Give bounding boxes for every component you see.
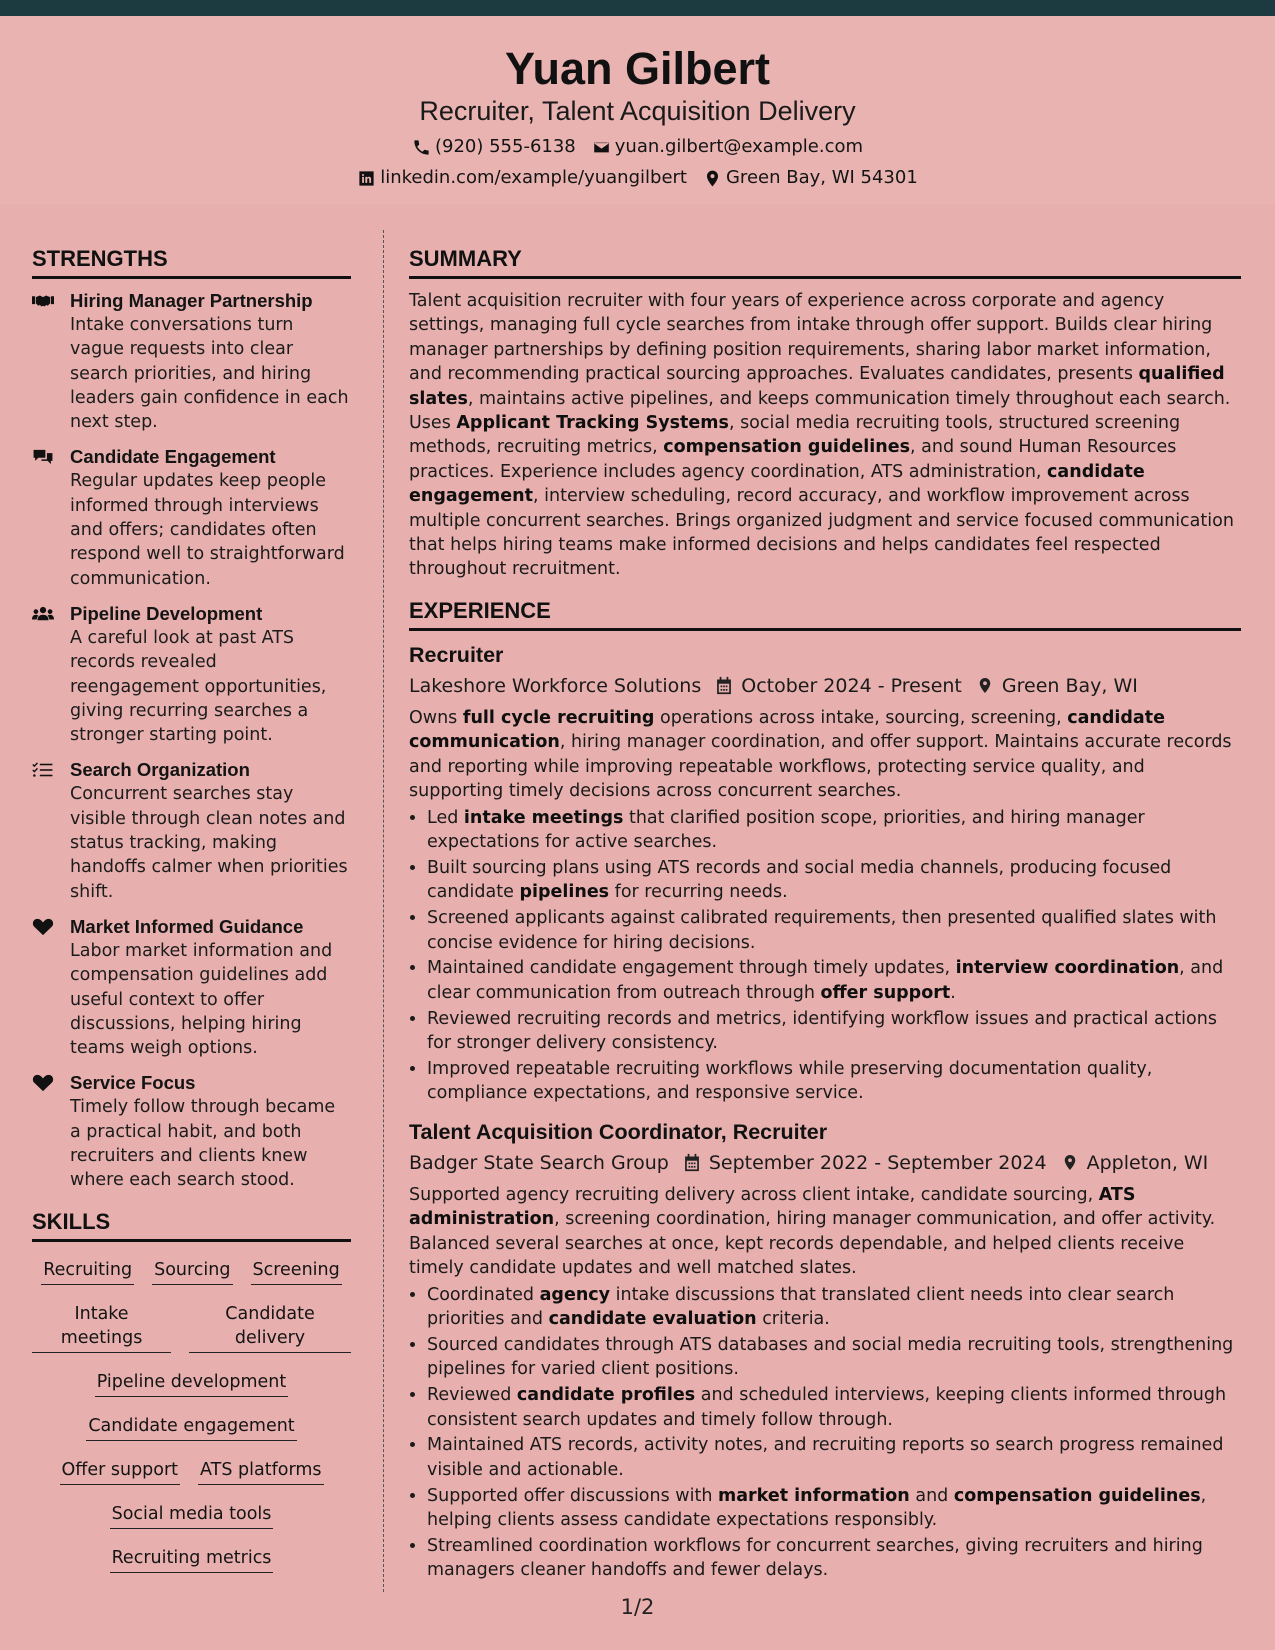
heart-icon <box>32 1071 70 1192</box>
strengths-list <box>32 289 351 1193</box>
envelope-icon <box>592 138 611 157</box>
contact-row-2 <box>0 167 1275 189</box>
strength-item <box>32 915 351 1060</box>
users-icon <box>32 602 70 747</box>
skill-tag: Screening <box>251 1258 342 1285</box>
candidate-title: Recruiter, Talent Acquisition Delivery <box>419 96 856 126</box>
skill-row <box>32 1258 351 1285</box>
skill-row <box>32 1302 351 1353</box>
linkedin-icon <box>357 169 376 188</box>
job-dates: October 2024 - Present <box>741 674 962 697</box>
linkedin-text: linkedin.com/example/yuangilbert <box>380 167 687 188</box>
strength-description: A careful look at past ATS records revealed reengagement opportunities, giving recurring searches a stronger starting point. <box>70 627 327 746</box>
phone-text: (920) 555-6138 <box>434 136 576 157</box>
map-pin-icon <box>976 676 994 695</box>
list-item: • Built sourcing plans using ATS records and social media channels, producing focused candidate pipelines for recurring needs. <box>427 856 1241 905</box>
map-pin-icon <box>703 169 722 188</box>
top-accent-bar <box>0 0 1275 16</box>
skill-tag: Offer support <box>60 1458 181 1485</box>
summary-heading: SUMMARY <box>409 244 1241 279</box>
job-title: Talent Acquisition Coordinator, Recruiter <box>409 1119 828 1144</box>
calendar-icon <box>683 1153 701 1172</box>
summary-text: Talent acquisition recruiter with four years of experience across corporate and agency settings, managing full cycle searches from intake through offer support. Builds clear hiring manager partnerships by defining position requirements, sharing labor market information, and recommending practical sourcing approaches. Evaluates candidates, presents qualified slates, maintains active pipelines, and keeps communication timely throughout each search. Uses Applicant Tracking Systems, social media recruiting tools, structured screening methods, recruiting metrics, compensation guidelines, and sound Human Resources practices. Experience includes agency coordination, ATS administration, candidate engagement, interview scheduling, record accuracy, and workflow improvement across multiple concurrent searches. Brings organized judgment and service focused communication that helps hiring teams make informed decisions and helps candidates feel respected throughout recruitment. <box>409 291 1234 580</box>
job-title: Recruiter <box>409 642 504 667</box>
skill-tag: Intake meetings <box>32 1302 171 1353</box>
linkedin-item[interactable] <box>357 167 687 189</box>
list-item: • Screened applicants against calibrated requirements, then presented qualified slates with concise evidence for hiring decisions. <box>427 906 1241 955</box>
skill-tag: Candidate engagement <box>86 1414 296 1441</box>
list-item: • Supported offer discussions with market information and compensation guidelines, helping clients assess candidate expectations responsibly. <box>427 1484 1241 1533</box>
skill-tag: Sourcing <box>152 1258 232 1285</box>
job-location: Appleton, WI <box>1086 1151 1209 1174</box>
strength-title: Search Organization <box>70 759 250 781</box>
strength-item <box>32 1071 351 1192</box>
strength-title: Service Focus <box>70 1072 196 1094</box>
skills-list <box>32 1252 351 1573</box>
skill-tag: ATS platforms <box>198 1458 323 1485</box>
strength-title: Pipeline Development <box>70 602 263 624</box>
skill-row <box>32 1502 351 1529</box>
list-item: • Led intake meetings that clarified position scope, priorities, and hiring manager expectations for active searches. <box>427 806 1241 855</box>
experience-heading: EXPERIENCE <box>409 596 1241 631</box>
location-item <box>703 167 918 189</box>
job-description: Owns full cycle recruiting operations across intake, sourcing, screening, candidate communication, hiring manager coordination, and offer support. Maintains accurate records and reporting while improving repeatable workflows, protecting service quality, and supporting timely decisions across concurrent searches. <box>409 707 1232 802</box>
strength-title: Hiring Manager Partnership <box>70 290 313 311</box>
job-meta <box>409 1150 1241 1176</box>
list-item: • Sourced candidates through ATS databases and social media recruiting tools, strengthening pipelines for varied client positions. <box>427 1333 1241 1382</box>
heart-icon <box>32 915 70 1060</box>
skill-tag: Recruiting <box>41 1258 134 1285</box>
strength-description: Intake conversations turn vague requests into clear search priorities, and hiring leaders gain confidence in each next step. <box>70 315 349 433</box>
list-item: • Coordinated agency intake discussions that translated client needs into clear search priorities and candidate evaluation criteria. <box>427 1283 1241 1332</box>
column-divider <box>383 230 384 1592</box>
skill-row <box>32 1370 351 1397</box>
list-item: • Reviewed recruiting records and metrics, identifying workflow issues and practical actions for stronger delivery consistency. <box>427 1007 1241 1056</box>
job-dates: September 2022 - September 2024 <box>708 1151 1047 1174</box>
job-entry <box>409 1118 1241 1583</box>
skill-tag: Candidate delivery <box>189 1302 351 1353</box>
email-text: yuan.gilbert@example.com <box>614 136 864 157</box>
job-bullets <box>409 806 1241 1106</box>
calendar-icon <box>715 676 733 695</box>
job-location: Green Bay, WI <box>1001 674 1138 697</box>
strength-description: Concurrent searches stay visible through clean notes and status tracking, making handoffs calmer when priorities shift. <box>70 784 348 902</box>
strengths-heading: STRENGTHS <box>32 244 351 279</box>
list-item: • Reviewed candidate profiles and scheduled interviews, keeping clients informed through consistent search updates and timely follow through. <box>427 1383 1241 1432</box>
comments-icon <box>32 445 70 590</box>
strength-description: Timely follow through became a practical habit, and both recruiters and clients knew where each search stood. <box>70 1097 336 1191</box>
list-item: • Improved repeatable recruiting workflows while preserving documentation quality, compliance expectations, and responsive service. <box>427 1057 1241 1106</box>
skill-tag: Social media tools <box>110 1502 274 1529</box>
list-item: • Streamlined coordination workflows for concurrent searches, giving recruiters and hiring managers cleaner handoffs and fewer delays. <box>427 1534 1241 1583</box>
strength-item <box>32 445 351 590</box>
list-item: • Maintained ATS records, activity notes, and recruiting reports so search progress remained visible and actionable. <box>427 1433 1241 1482</box>
strength-item <box>32 602 351 747</box>
contact-row-1 <box>0 136 1275 158</box>
job-description: Supported agency recruiting delivery across client intake, candidate sourcing, ATS administration, screening coordination, hiring manager communication, and offer activity. Balanced several searches at once, kept records dependable, and helped clients receive timely candidate updates and well matched slates. <box>409 1184 1216 1279</box>
job-entry <box>409 641 1241 1106</box>
experience-list <box>409 641 1241 1583</box>
skills-heading: SKILLS <box>32 1207 351 1242</box>
phone-icon <box>412 138 431 157</box>
right-column <box>409 244 1241 1595</box>
strength-item <box>32 289 351 434</box>
strength-title: Market Informed Guidance <box>70 915 304 937</box>
map-pin-icon <box>1061 1153 1079 1172</box>
strength-description: Regular updates keep people informed through interviews and offers; candidates often respond well to straightforward communication. <box>70 471 345 589</box>
strength-description: Labor market information and compensation guidelines add useful context to offer discussions, helping hiring teams weigh options. <box>70 940 333 1059</box>
candidate-name: Yuan Gilbert <box>504 43 771 94</box>
list-check-icon <box>32 758 70 903</box>
page-number: 1/2 <box>620 1595 655 1619</box>
left-column <box>32 244 351 1590</box>
company-name: Lakeshore Workforce Solutions <box>409 674 702 697</box>
skill-row <box>32 1458 351 1485</box>
job-bullets <box>409 1283 1241 1583</box>
skill-row <box>32 1414 351 1441</box>
strength-title: Candidate Engagement <box>70 446 276 468</box>
skill-tag: Recruiting metrics <box>110 1546 274 1573</box>
list-item: • Maintained candidate engagement through timely updates, interview coordination, and clear communication from outreach through offer support. <box>427 956 1241 1005</box>
strength-item <box>32 758 351 903</box>
skill-tag: Pipeline development <box>95 1370 289 1397</box>
handshake-icon <box>32 289 70 434</box>
job-meta <box>409 673 1241 699</box>
phone-item[interactable] <box>412 136 576 158</box>
resume-header <box>0 16 1275 204</box>
email-item[interactable] <box>592 136 863 158</box>
skill-row <box>32 1546 351 1573</box>
location-text: Green Bay, WI 54301 <box>725 167 918 188</box>
company-name: Badger State Search Group <box>409 1151 669 1174</box>
